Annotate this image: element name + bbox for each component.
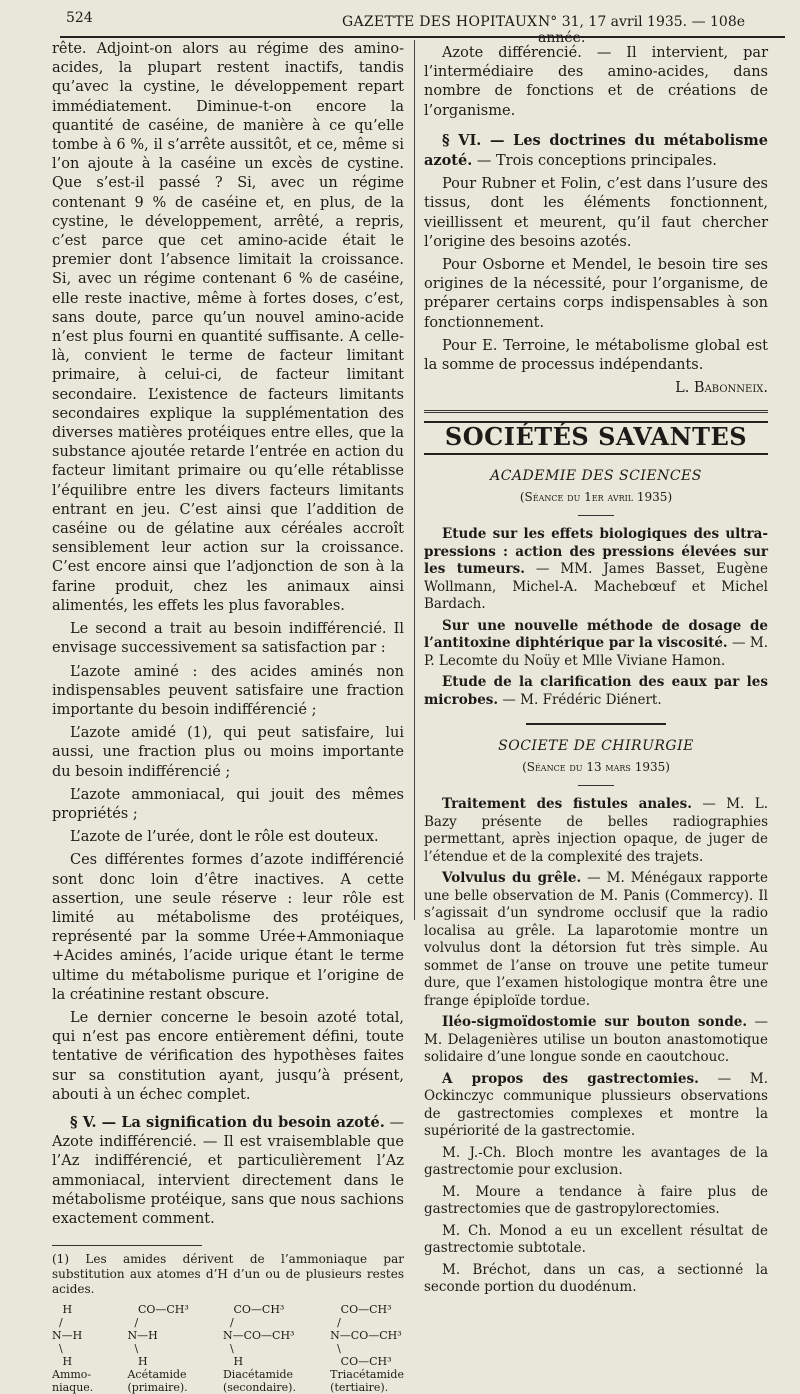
entry-text: — M. Ménégaux rapporte une belle observation de M. Panis (Commercy). Il s’agissait d’un syndrome occlusif que la radio localisa au grêle. La laparotomie montre un volvulus dont la détorsion fut très simple. Au sommet de l’anse on trouve une petite tumeur dure, que l’examen histologique montra être une frange épiploïde tordue. [424,870,768,1009]
entry-authors: — M. Frédéric Diénert. [502,691,662,708]
entry-title: Etude de la clarification des eaux par les microbes. [424,674,768,708]
entry-title: Traitement des fistules anales. [442,796,692,813]
entry-authors: — MM. James Basset, Eugène Wollmann, Michel-A. Machebœuf et Michel Bardach. [424,561,768,613]
entry-text: — M. L. Bazy présente de belles radiographies permettant, après injection opaque, de juger de l’étendue et de la complexité des trajets. [424,796,768,865]
short-rule [578,515,614,516]
column-divider [414,40,415,920]
entry-text: — M. Ockinczyc communique plussieurs observations de gastrectomies complexes et montre la supériorité de la gastrectomie. [424,1070,768,1140]
communication-entry: M. Bréchot, dans un cas, a sectionné la seconde portion du duodénum. [424,1261,768,1296]
paragraph: Pour Rubner et Folin, c’est dans l’usure des tissus, dont les éléments fonctionnent, vieillissent et meurent, qu’il faut chercher l’origine des besoins azotés. [424,176,768,250]
paragraph: L’azote amidé (1), qui peut satisfaire, lui aussi, une fraction plus ou moins importante du besoin indifférencié ; [52,725,404,780]
issue-info: N° 31, 17 avril 1935. — 108e année. [538,14,746,46]
paragraph: Azote différencié. — Il intervient, par l’intermédiaire des amino-acides, dans nombre de fonctions et de créations de l’organisme. [424,45,768,119]
paragraph: Ces différentes formes d’azote indifférencié sont donc loin d’être inactives. A cette assertion, une seule réserve : leur rôle est limité au métabolisme des protéiques, représenté par la somme Urée+Ammoniaque +Acides aminés, l’acide urique étant le terme ultime du métabolisme purique et l’origine de la créatinine restant obscure. [52,852,404,1003]
section-heading: § VI. — Les doctrines du métabolisme azoté. [424,131,768,170]
section-vi [424,131,768,171]
session-date: (Séance du 1er avril 1935) [519,489,673,504]
formula-label: Ammo- niaque. [52,1368,94,1394]
formula-triacetamide [330,1303,404,1394]
section-heading: § V. — La signification du besoin azoté. [70,1113,385,1131]
section-v [52,1113,404,1229]
formula-label: Diacétamide (secondaire). [222,1368,296,1394]
right-column [424,44,768,1301]
communication-entry: M. J.-Ch. Bloch montre les avantages de la gastrectomie pour exclusion. [424,1144,768,1179]
communication-entry [424,618,768,671]
communication-entry [424,1014,768,1067]
communication-entry: M. Moure a tendance à faire plus de gastrectomies que de gastropylorectomies. [424,1183,768,1218]
formula-acetamide [127,1303,188,1394]
entry-title: Etude sur les effets biologiques des ultra-pressions : action des pressions élevées sur les tumeurs. [424,526,768,578]
communication-entry: M. Ch. Monod a eu un excellent résultat de gastrectomie subtotale. [424,1222,768,1257]
left-column [52,40,404,1394]
entry-title: Iléo-sigmoïdostomie sur bouton sonde. [442,1014,748,1031]
communication-entry [424,796,768,866]
paragraph: Le dernier concerne le besoin azoté total, qui n’est pas encore entièrement défini, toute tentative de vérification des hypothèses faites sur sa constitution ayant, jusqu’à présent, abouti à un échec complet. [52,1009,404,1103]
formula-structure: CO—CH³ / N—CO—CH³ \ H [222,1303,295,1369]
header-rule [60,36,785,38]
chem-formulas [52,1303,404,1394]
paragraph: L’azote de l’urée, dont le rôle est douteux. [70,829,379,846]
entry-title: Sur une nouvelle méthode de dosage de l’antitoxine diphtérique par la viscosité. [424,617,768,652]
section-text: — Azote indifférencié. — Il est vraisemblable que l’Az indifférencié, et particulièrement l’Az ammoniacal, intervient directement dans le métabolisme protéique, sans que nous sachions exactement comment. [52,1114,404,1227]
section-rule [526,723,666,725]
formula-label: Triacétamide (tertiaire). [330,1368,404,1394]
short-rule [578,785,614,786]
communication-entry [424,674,768,709]
paragraph: L’azote ammoniacal, qui jouit des mêmes propriétés ; [52,786,404,822]
entry-authors: — M. P. Lecomte du Noüy et Mlle Viviane Hamon. [424,635,768,669]
society-title: SOCIETE DE CHIRURGIE [498,738,694,755]
society-title: ACADEMIE DES SCIENCES [490,467,702,484]
double-rule [424,410,768,413]
communication-entry [424,870,768,1010]
footnote: (1) Les amides dérivent de l’ammoniaque par substitution aux atomes d’H d’un ou de plusieurs restes acides. [52,1252,404,1297]
formula-label: Acétamide (primaire). [127,1368,188,1394]
societes-savantes-banner: SOCIÉTÉS SAVANTES [424,421,768,454]
entry-title: Volvulus du grêle. [442,870,582,887]
formula-structure: H / N—H \ H [52,1303,83,1369]
signature: L. Babonneix. [675,380,768,397]
page-header [60,10,785,46]
formula-ammoniaque [52,1303,93,1394]
communication-entry [424,526,768,614]
paragraph: Pour Osborne et Mendel, le besoin tire ses origines de la nécessité, pour l’organisme, de préparer certains corps indispensables à son fonctionnement. [424,257,768,331]
formula-structure: CO—CH³ / N—H \ H [127,1303,189,1369]
communication-entry [424,1071,768,1141]
formula-diacetamide [223,1303,296,1394]
section-text: — Trois conceptions principales. [476,153,717,170]
paragraph: Le second a trait au besoin indifférencié. Il envisage successivement sa satisfaction par : [52,621,404,657]
formula-structure: CO—CH³ / N—CO—CH³ \ CO—CH³ [330,1303,402,1369]
entry-title: A propos des gastrectomies. [442,1070,699,1087]
paragraph: L’azote aminé : des acides aminés non indispensables peuvent satisfaire une fraction importante du besoin indifférencié ; [52,663,404,718]
session-date: (Séance du 13 mars 1935) [522,760,670,775]
paragraph: rête. Adjoint-on alors au régime des amino-acides, la plupart restent inactifs, tandis qu’avec la cystine, le développement repart immédiatement. Diminue-t-on encore la quantité de caséine, de manière à ce qu’elle tombe à 6 %, il s’arrête aussitôt, et ce, même si l’on ajoute à la caséine un excès de cystine. Que s’est-il passé ? Si, avec un régime contenant 9 % de caséine et, en plus, de la cystine, le développement, arrêté, a repris, c’est parce que cet amino-acide était le premier dont l’absence limitait la croissance. Si, avec un régime contenant 6 % de caséine, elle reste inactive, même à fortes doses, c’est, sans doute, parce qu’un nouvel amino-acide n’est plus fourni en quantité suffisante. A celle-là, convient le terme de facteur limitant primaire, à celui-ci, de facteur limitant secondaire. L’existence de facteurs limitants secondaires explique la supplémentation des diverses matières protéiques entre elles, que la substance ajoutée retarde l’entrée en action du facteur limitant primaire ou qu’elle rétablisse l’équilibre entre les divers facteurs limitants entrant en jeu. C’est ainsi que l’addition de caséine ou de gélatine aux céréales accroît sensiblement leur action sur la croissance. C’est encore ainsi que l’adjonction de son à la farine produit, chez les animaux ainsi alimentés, les effets les plus favorables. [52,41,404,614]
paragraph: Pour E. Terroine, le métabolisme global est la somme de processus indépendants. [424,337,768,374]
page-number: 524 [66,10,93,26]
footnote-rule [52,1245,202,1246]
entry-text: — M. Delagenières utilise un bouton anastomotique solidaire d’une longue sonde en caoutchouc. [424,1014,769,1066]
journal-title: GAZETTE DES HOPITAUX [342,14,538,30]
